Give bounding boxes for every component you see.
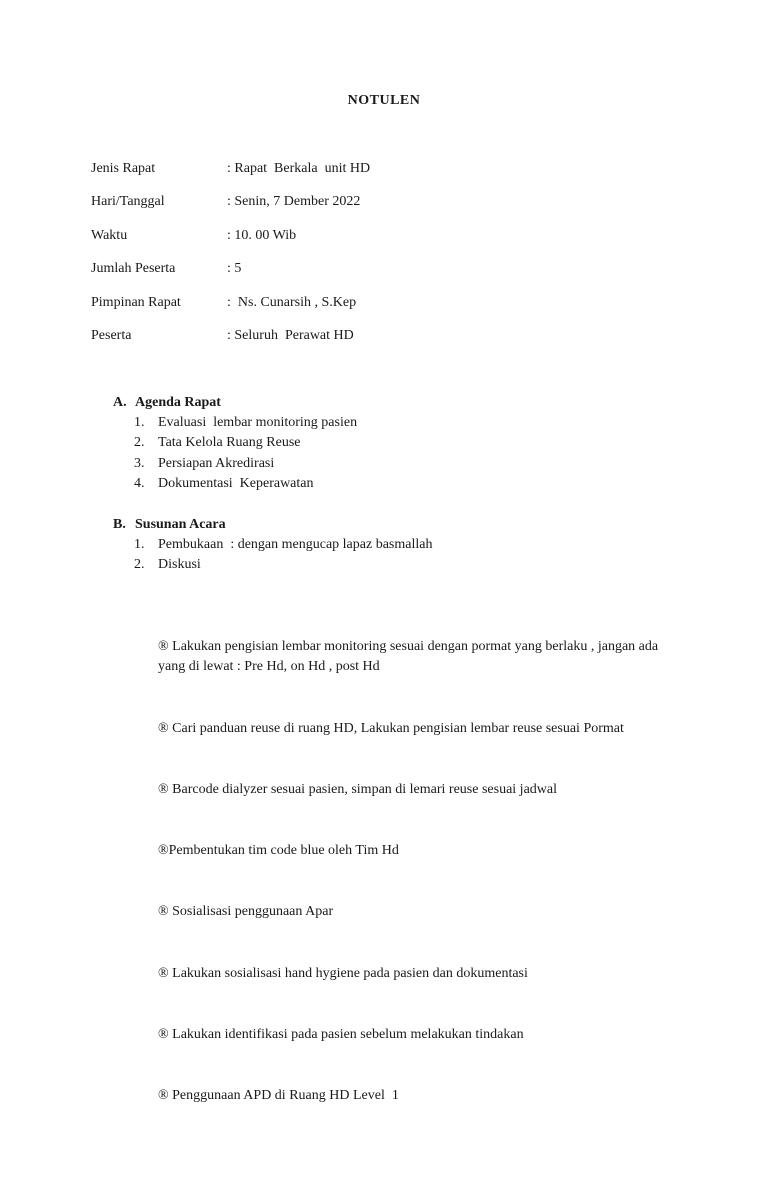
section-heading	[113, 515, 668, 535]
list-number: 4.	[134, 476, 145, 492]
agenda-list	[113, 535, 668, 1188]
discussion-item: ® Lakukan pengisian lembar monitoring sesuai dengan pormat yang berlaku , jangan ada yang di lewat : Pre Hd, on Hd , post Hd	[158, 639, 659, 675]
list-text: Evaluasi lembar monitoring pasien	[158, 415, 358, 430]
discussion-item: ® Lakukan sosialisasi hand hygiene pada pasien dan dokumentasi	[158, 965, 528, 981]
list-item	[113, 535, 668, 555]
section-title: Susunan Acara	[135, 517, 226, 532]
info-label: Waktu	[91, 227, 128, 243]
info-label: Hari/Tanggal	[91, 194, 165, 210]
list-number: 2.	[134, 435, 145, 451]
agenda-list	[113, 413, 357, 495]
info-value: : 10. 00 Wib	[227, 227, 297, 243]
discussion-item: ® Sosialisasi penggunaan Apar	[158, 904, 334, 920]
list-text: Pembukaan : dengan mengucap lapaz basmallah	[158, 537, 433, 552]
discussion-list	[158, 596, 668, 1147]
list-text: Dokumentasi Keperawatan	[158, 476, 314, 492]
list-text: Persiapan Akredirasi	[158, 455, 275, 471]
section-susunan-acara	[113, 515, 668, 1188]
list-number: 1.	[134, 537, 145, 552]
info-label: Peserta	[91, 327, 132, 343]
info-value: : 5	[227, 261, 242, 277]
discussion-item: ®Pembentukan tim code blue oleh Tim Hd	[158, 843, 399, 859]
section-letter: B.	[113, 517, 126, 532]
document-title: NOTULEN	[347, 93, 421, 108]
info-value: : Rapat Berkala unit HD	[227, 161, 371, 176]
discussion-item: ® Lakukan identifikasi pada pasien sebelum melakukan tindakan	[158, 1026, 524, 1042]
section-heading	[113, 393, 357, 413]
section-letter: A.	[113, 395, 127, 410]
section-agenda-rapat	[113, 393, 357, 495]
discussion-item: ® Barcode dialyzer sesuai pasien, simpan di lemari reuse sesuai jadwal	[158, 781, 557, 797]
list-item	[113, 555, 668, 1188]
discussion-item: ® Penggunaan APD di Ruang HD Level 1	[158, 1087, 399, 1103]
info-label: Jumlah Peserta	[91, 261, 176, 277]
discussion-item: ® Cari panduan reuse di ruang HD, Lakukan pengisian lembar reuse sesuai Pormat	[158, 720, 624, 736]
info-label: Pimpinan Rapat	[91, 294, 181, 310]
list-item	[113, 413, 357, 433]
list-number: 2.	[134, 557, 145, 573]
list-text: Tata Kelola Ruang Reuse	[158, 435, 301, 451]
section-title: Agenda Rapat	[135, 395, 221, 410]
list-number: 3.	[134, 455, 145, 471]
list-item	[113, 474, 357, 494]
list-text: Diskusi	[158, 557, 201, 573]
info-value: : Ns. Cunarsih , S.Kep	[227, 294, 357, 310]
info-value: : Senin, 7 Dember 2022	[227, 194, 361, 210]
list-item	[113, 433, 357, 453]
list-number: 1.	[134, 415, 145, 430]
info-label: Jenis Rapat	[91, 161, 156, 176]
info-value: : Seluruh Perawat HD	[227, 327, 354, 343]
list-item	[113, 454, 357, 474]
